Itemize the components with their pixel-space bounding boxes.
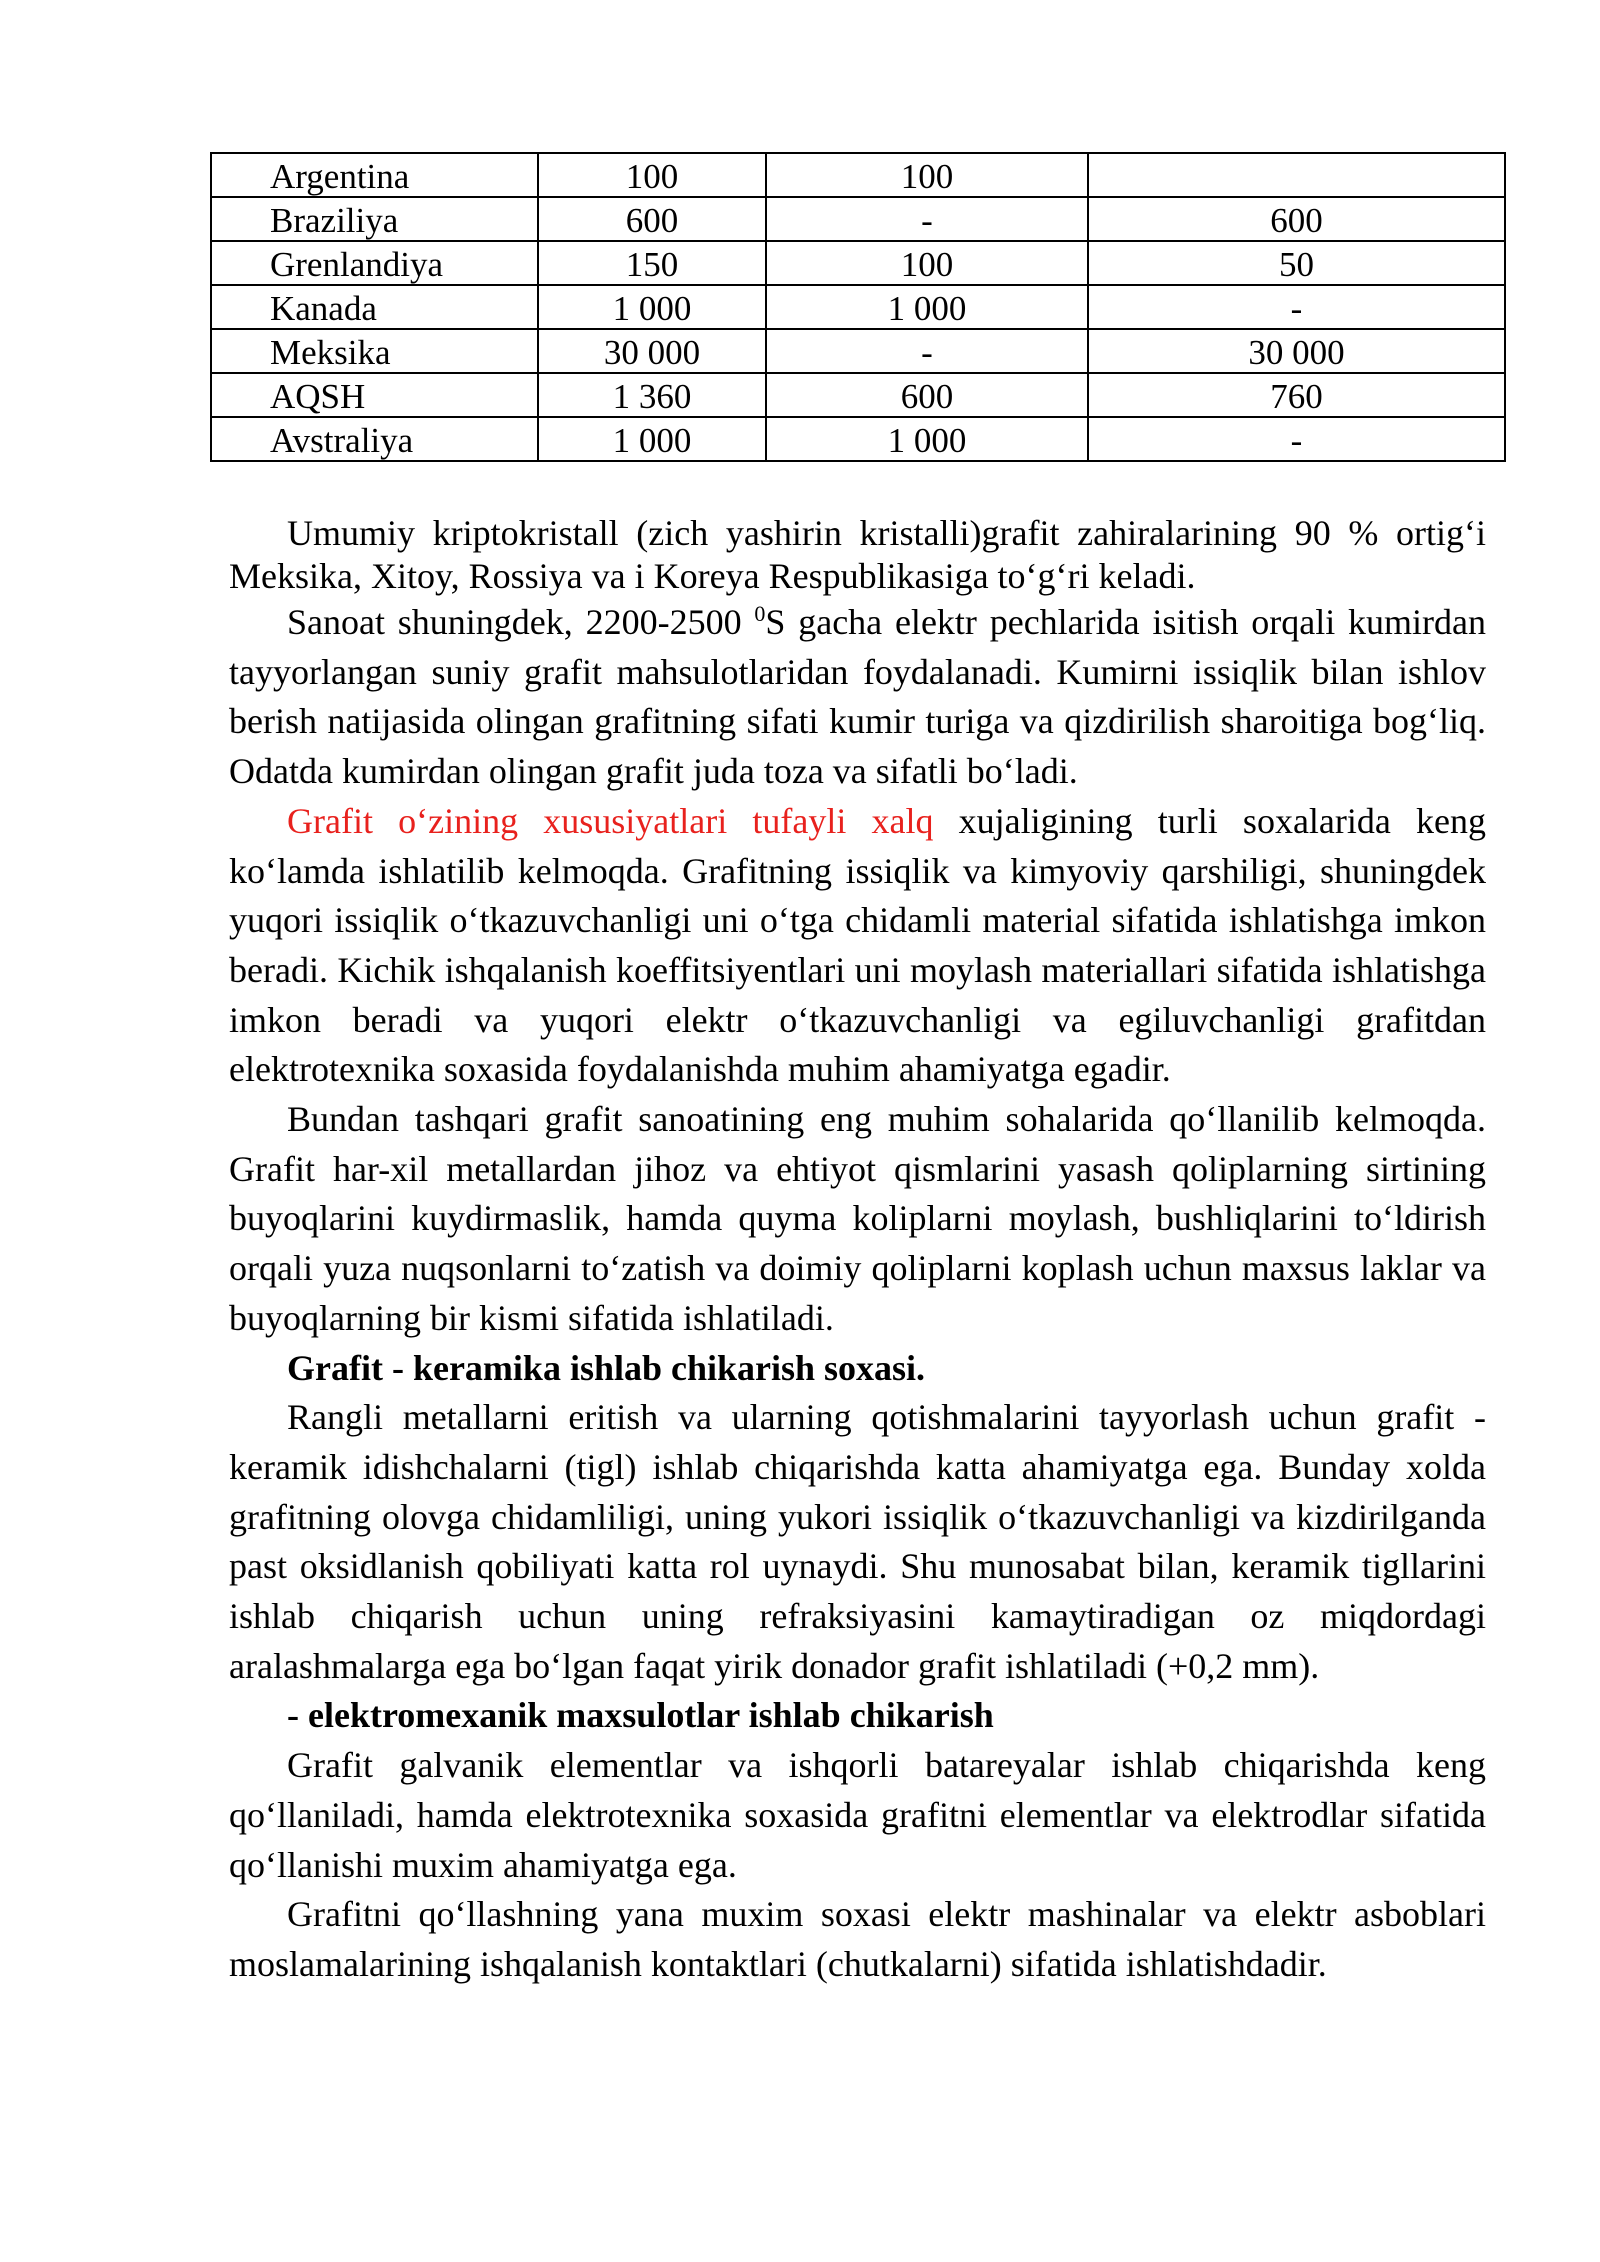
paragraph: Bundan tashqari grafit sanoatining eng muhim sohalarida qo‘llanilib kelmoqda. Grafit har-xil metallardan jihoz va ehtiyot qismlarini yasash qoliplarning sirtining buyoqlarini kuydirmaslik, hamda quyma koliplarni moylash, bushliqlarini to‘ldirish orqali yuza nuqsonlarni to‘zatish va doimiy qoliplarni koplash uchun maxsus laklar va buyoqlarning bir kismi sifatida ishlatiladi. xyxy=(229,1099,1486,1338)
paragraph-text: xujaligining turli soxalarida keng ko‘lamda ishlatilib kelmoqda. Grafitning issiqlik va kimyoviy qarshiligi, shuningdek yuqori issiqlik o‘tkazuvchanligi uni o‘tga chidamli material sifatida ishlatishga imkon beradi. Kichik ishqalanish koeffitsiyentlari uni moylash materiallari sifatida ishlatishga imkon beradi va yuqori elektr o‘tkazuvchanligi va egiluvchanligi grafitdan elektrotexnika soxasida foydalanishda muhim ahamiyatga egadir. xyxy=(229,800,1486,1090)
paragraph xyxy=(229,598,1486,797)
country-cell: Grenlandiya xyxy=(211,241,538,285)
country-cell: Kanada xyxy=(211,285,538,329)
table-row xyxy=(211,417,1505,461)
section-heading: - elektromexanik maxsulotlar ishlab chikarish xyxy=(287,1695,994,1736)
country-cell: Braziliya xyxy=(211,197,538,241)
paragraph: Grafitni qo‘llashning yana muxim soxasi elektr mashinalar va elektr asboblari moslamalarining ishqalanish kontaktlari (chutkalarni) sifatida ishlatishdadir. xyxy=(229,1894,1486,1984)
table-cell: 1 000 xyxy=(538,285,766,329)
country-cell: Argentina xyxy=(211,153,538,197)
table-cell xyxy=(1088,153,1505,197)
table-cell: 30 000 xyxy=(1088,329,1505,373)
table-cell: 100 xyxy=(766,241,1088,285)
table-row xyxy=(211,285,1505,329)
table-cell: 150 xyxy=(538,241,766,285)
table-cell: 1 000 xyxy=(538,417,766,461)
table-cell: 600 xyxy=(1088,197,1505,241)
table-cell: 50 xyxy=(1088,241,1505,285)
country-cell: AQSH xyxy=(211,373,538,417)
table-cell: 600 xyxy=(766,373,1088,417)
paragraph: Umumiy kriptokristall (zich yashirin kristalli)grafit zahiralarining 90 % ortig‘i Meksika, Xitoy, Rossiya va i Koreya Respublikasiga to‘g‘ri keladi. xyxy=(229,513,1486,596)
table-row xyxy=(211,197,1505,241)
table-cell: 1 360 xyxy=(538,373,766,417)
paragraph-text: Sanoat shuningdek, 2200-2500 xyxy=(287,602,755,642)
table-row xyxy=(211,241,1505,285)
section-heading: Grafit - keramika ishlab chikarish soxasi. xyxy=(287,1347,926,1388)
country-cell: Avstraliya xyxy=(211,417,538,461)
table-cell: 100 xyxy=(766,153,1088,197)
paragraph xyxy=(229,797,1486,1095)
country-cell: Meksika xyxy=(211,329,538,373)
table-row xyxy=(211,329,1505,373)
table-cell: 600 xyxy=(538,197,766,241)
table-cell: - xyxy=(766,329,1088,373)
highlighted-text: Grafit o‘zining xususiyatlari tufayli xalq xyxy=(287,800,934,841)
paragraph: Rangli metallarni eritish va ularning qotishmalarini tayyorlash uchun grafit - keramik idishchalarni (tigl) ishlab chiqarishda katta ahamiyatga ega. Bunday xolda grafitning olovga chidamliligi, uning yukori issiqlik o‘tkazuvchanligi va kizdirilganda past oksidlanish qobiliyati katta rol uynaydi. Shu munosabat bilan, keramik tigllarini ishlab chiqarish uchun uning refraksiyasini kamaytiradigan oz miqdordagi aralashmalarga ega bo‘lgan faqat yirik donador grafit ishlatiladi (+0,2 mm). xyxy=(229,1397,1486,1686)
paragraph: Grafit galvanik elementlar va ishqorli batareyalar ishlab chiqarishda keng qo‘llaniladi, hamda elektrotexnika soxasida grafitni elementlar va elektrodlar sifatida qo‘llanishi muxim ahamiyatga ega. xyxy=(229,1745,1486,1885)
degree-superscript: 0 xyxy=(754,601,766,626)
graphite-reserves-table xyxy=(210,152,1506,462)
table-cell: 30 000 xyxy=(538,329,766,373)
paragraph-text: S gacha elektr pechlarida isitish orqali kumirdan tayyorlangan suniy grafit mahsulotlaridan foydalanadi. Kumirni issiqlik bilan ishlov berish natijasida olingan grafitning sifati kumir turiga va qizdirilish sharoitiga bog‘liq. Odatda kumirdan olingan grafit juda toza va sifatli bo‘ladi. xyxy=(229,602,1487,792)
table-cell: - xyxy=(1088,417,1505,461)
table-cell: - xyxy=(766,197,1088,241)
table-row xyxy=(211,373,1505,417)
table-cell: 760 xyxy=(1088,373,1505,417)
table-cell: 1 000 xyxy=(766,285,1088,329)
table-cell: - xyxy=(1088,285,1505,329)
table-row xyxy=(211,153,1505,197)
table-cell: 1 000 xyxy=(766,417,1088,461)
table-cell: 100 xyxy=(538,153,766,197)
body-text xyxy=(229,512,1486,1990)
